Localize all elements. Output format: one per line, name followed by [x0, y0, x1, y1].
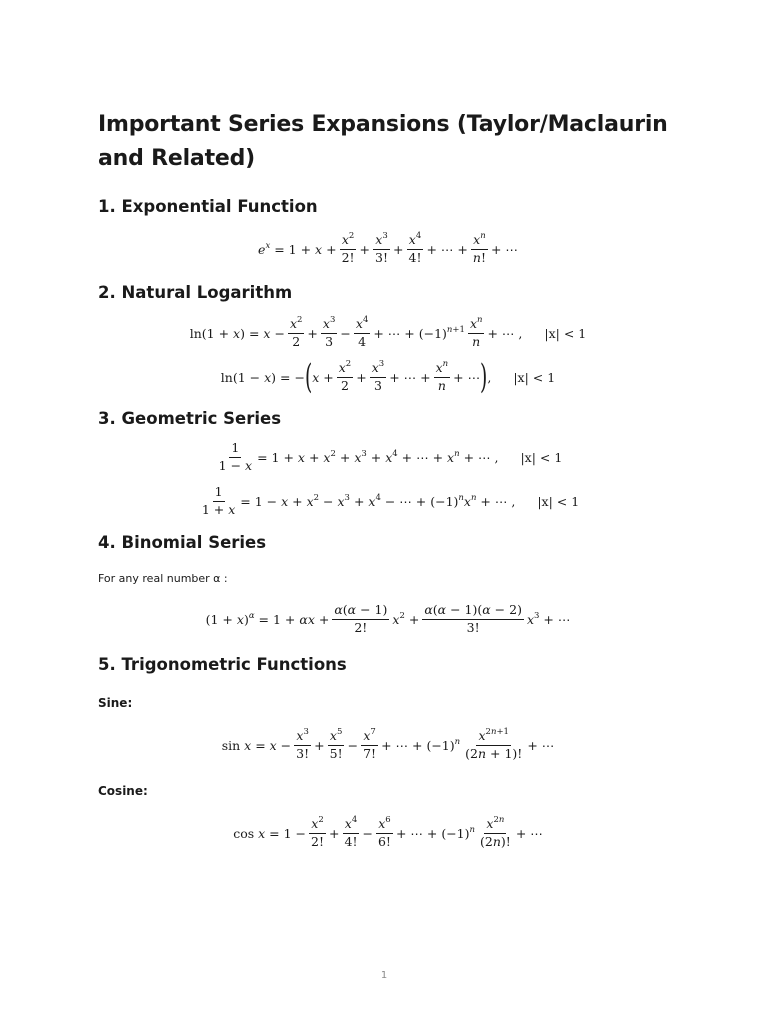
section-heading-natural-logarithm: 2. Natural Logarithm — [98, 283, 293, 302]
condition-abs-x-less-1: |x| < 1 — [513, 369, 556, 385]
binomial-intro-text: For any real number α : — [98, 572, 228, 585]
condition-abs-x-less-1: |x| < 1 — [520, 449, 563, 465]
subheading-sine: Sine: — [98, 696, 133, 710]
formula-exponential: $e^x = 1 + x$ + $\frac{x^2}{2!}$ + $\frac{x^3}{3!}$ + $\frac{x^4}{4!}$ + ⋯ + $\frac{x^n}{n!}$ + ⋯ — [258, 231, 518, 265]
formula-sine: sin x = x − $\frac{x^3}{3!}$ + $\frac{x^5}{5!}$ − $\frac{x^7}{7!}$ + ⋯ + $(-1)^n$ $\frac{x^{2n+1}}{(2n + 1)!}$ + ⋯ — [221, 727, 555, 761]
document-page — [98, 108, 678, 855]
section-heading-geometric-series: 3. Geometric Series — [98, 409, 282, 428]
formula-ln-1-minus-x: ln(1 − x) = − ( x + $\frac{x^2}{2}$ + $\frac{x^3}{3}$ + ⋯ + $\frac{x^n}{n}$ + ⋯ ) , |x| < 1 — [220, 357, 556, 397]
formula-geometric-1-plus-x: $\frac{1}{1 + x}$ = $1 - x + x^2 - x^3 + x^4$ − ⋯ + $(-1)^nx^n$ + ⋯ , |x| < 1 — [201, 484, 580, 517]
subheading-cosine: Cosine: — [98, 784, 148, 798]
formula-ln-1-plus-x: ln(1 + x) = x − $\frac{x^2}{2}$ + $\frac{x^3}{3}$ − $\frac{x^4}{4}$ + ⋯ + $(-1)^{n+1}$ $\frac{x^n}{n}$ + ⋯ , |x| < 1 — [189, 315, 587, 349]
condition-abs-x-less-1: |x| < 1 — [537, 493, 580, 509]
formula-binomial: $(1 + x)^\alpha = 1 + \alpha x$ + $\frac{\alpha(\alpha - 1)}{2!}$ $x^2$ + $\frac{\alpha(\alpha - 1)(\alpha - 2)}{3!}$ $x^3$ + ⋯ — [205, 602, 571, 635]
page-number: 1 — [380, 970, 388, 981]
formula-cosine: cos x = 1 − $\frac{x^2}{2!}$ + $\frac{x^4}{4!}$ − $\frac{x^6}{6!}$ + ⋯ + $(-1)^n$ $\frac{x^{2n}}{(2n)!}$ + ⋯ — [233, 815, 543, 849]
document-title: Important Series Expansions (Taylor/Maclaurin and Related) — [98, 112, 668, 171]
condition-abs-x-less-1: |x| < 1 — [544, 325, 587, 341]
formula-geometric-1-minus-x: $\frac{1}{1 - x}$ = $1 + x + x^2 + x^3 + x^4$ + ⋯ + $x^n$ + ⋯ , |x| < 1 — [218, 440, 563, 473]
section-heading-binomial-series: 4. Binomial Series — [98, 533, 267, 552]
section-heading-trigonometric-functions: 5. Trigonometric Functions — [98, 655, 347, 674]
section-heading-exponential: 1. Exponential Function — [98, 197, 318, 216]
